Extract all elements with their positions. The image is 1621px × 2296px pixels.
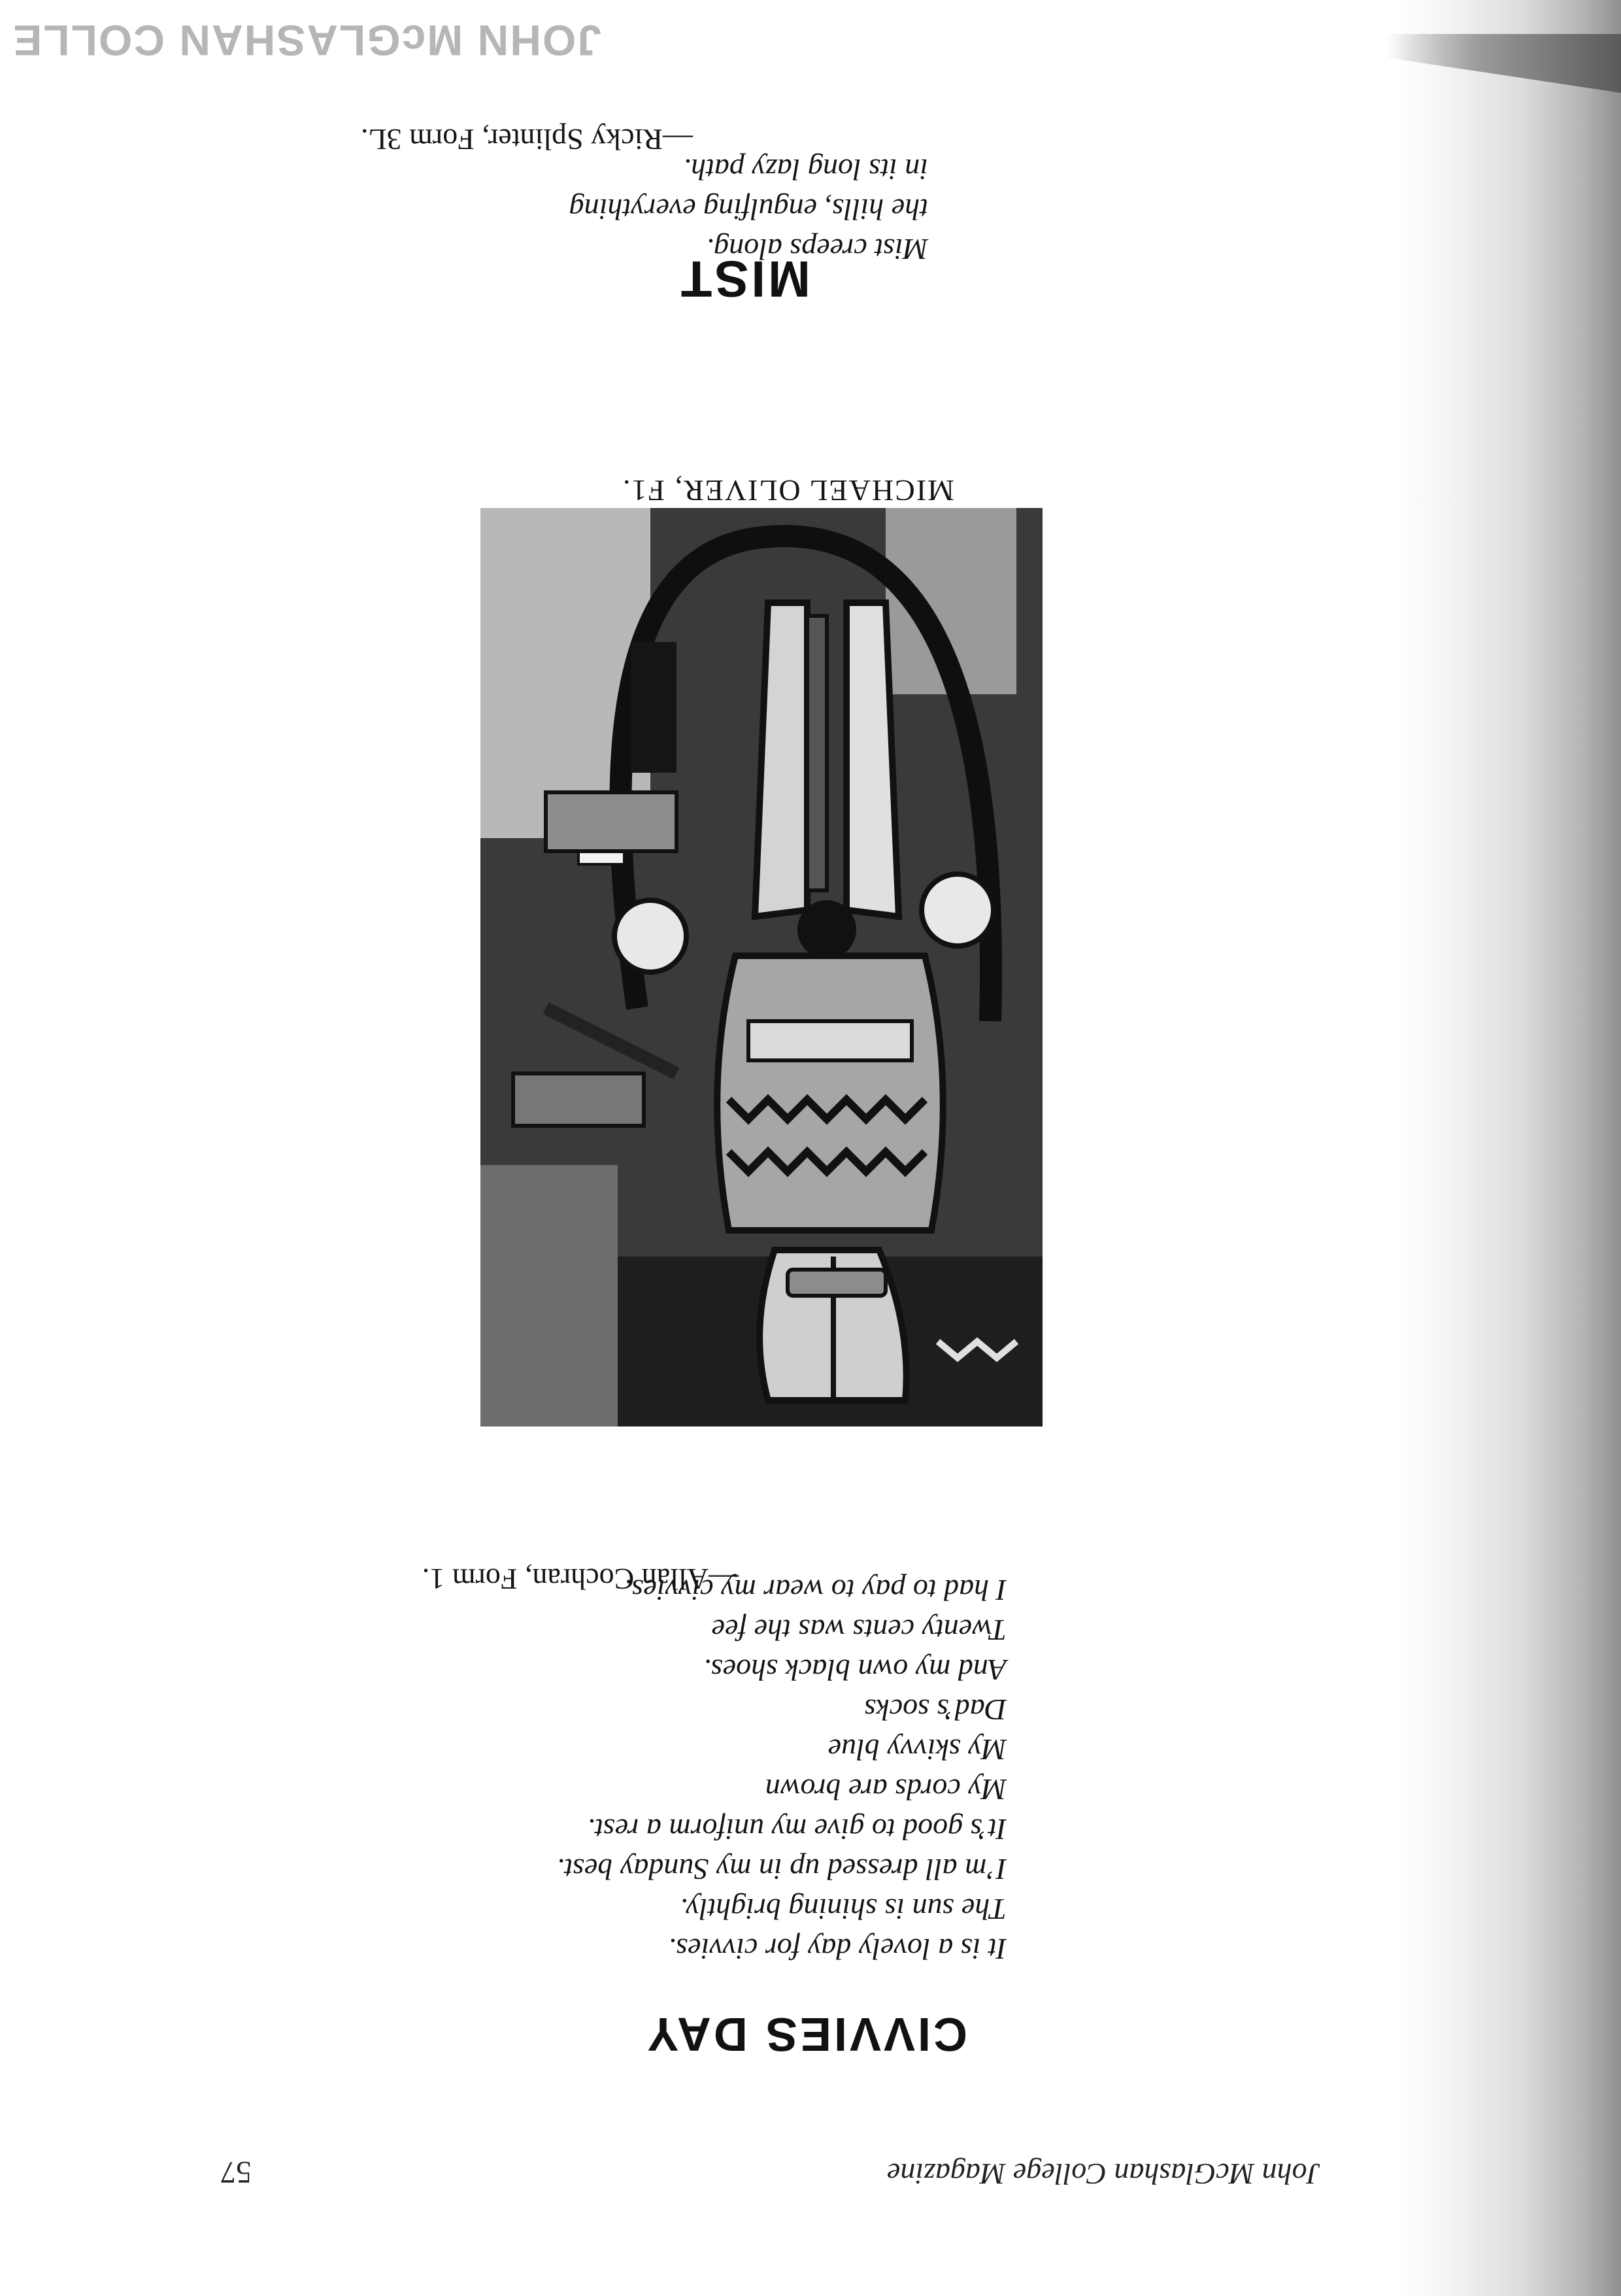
scanner-edge-shadow — [1399, 0, 1621, 2296]
poem-line: It’s good to give my uniform a rest. — [587, 1813, 1007, 1846]
poem-line: in its long lazy path. — [683, 153, 928, 186]
poem-line: And my own black shoes. — [703, 1653, 1007, 1687]
poem-body-civvies-day — [557, 1570, 1007, 1969]
poem-attribution-mist: —Ricky Splinter, Form 3L. — [361, 123, 693, 156]
poem-line: The sun is shining brightly. — [680, 1893, 1007, 1926]
poem-body-mist — [569, 150, 928, 269]
poem-line: My skivvy blue — [827, 1733, 1007, 1766]
poem-line: My cords are brown — [765, 1773, 1007, 1806]
poem-line: Twenty cents was the fee — [711, 1613, 1007, 1647]
running-head: John McGlashan College Magazine — [886, 2157, 1320, 2191]
photo-caption: MICHAEL OLIVER, F1. — [621, 474, 954, 507]
artwork-photograph — [480, 508, 1043, 1427]
poem-title-civvies-day: CIVVIES DAY — [644, 2008, 967, 2060]
poem-line: I’m all dressed up in my Sunday best. — [556, 1853, 1007, 1886]
poem-title-mist: MIST — [678, 250, 811, 308]
page-number: 57 — [220, 2155, 252, 2189]
library-stamp: JOHN McGLASHAN COLLE — [12, 16, 601, 65]
poem-line: the hills, engulfing everything — [569, 193, 928, 226]
poem-line: It is a lovely day for civvies. — [668, 1933, 1007, 1966]
poem-line: Mist creeps along. — [706, 233, 928, 266]
poem-attribution-civvies-day: —Allan Cochran, Form 1. — [422, 1562, 739, 1596]
poem-line: Dad’s socks — [864, 1693, 1007, 1727]
poem-line: I had to pay to wear my civvies. — [624, 1574, 1007, 1607]
